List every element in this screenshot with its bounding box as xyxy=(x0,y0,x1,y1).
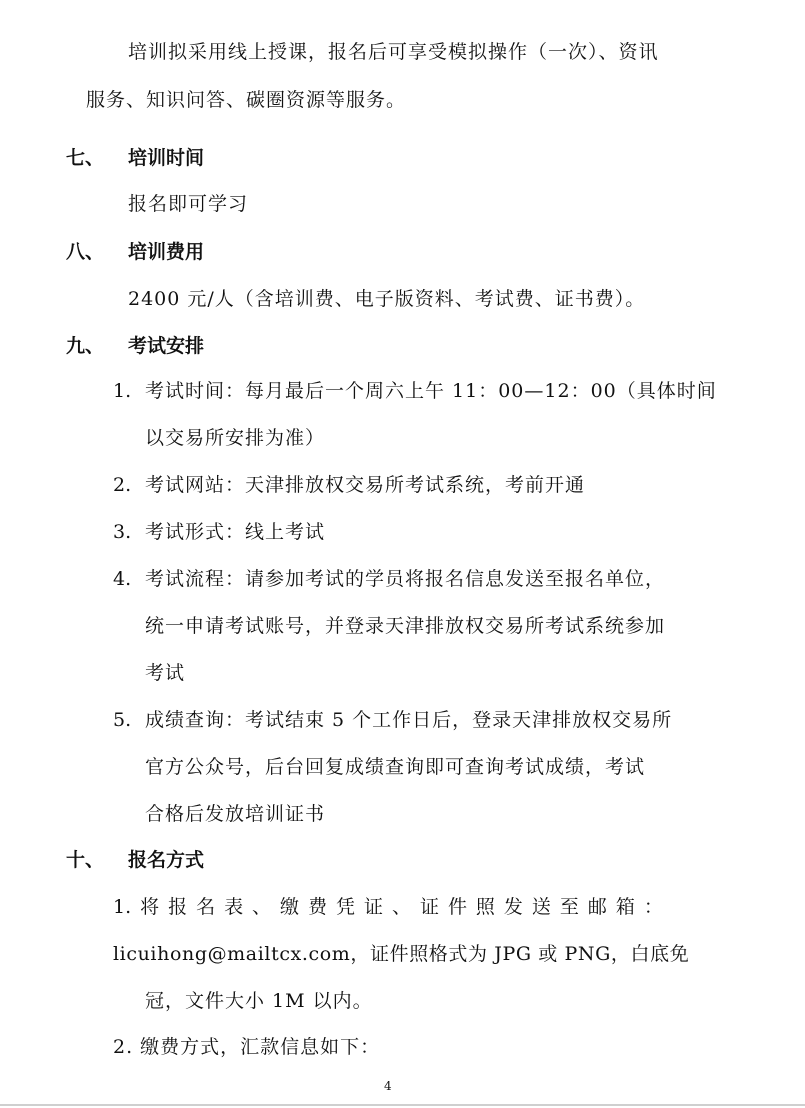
exam-item-2-number: 2. xyxy=(113,474,132,496)
exam-item-4-line-2: 统一申请考试账号，并登录天津排放权交易所考试系统参加 xyxy=(145,615,666,637)
exam-item-4-line-1: 考试流程：请参加考试的学员将报名信息发送至报名单位， xyxy=(145,568,666,590)
page-number: 4 xyxy=(384,1079,392,1093)
exam-item-3-number: 3. xyxy=(113,521,132,543)
intro-line-1: 培训拟采用线上授课，报名后可享受模拟操作（一次）、资讯 xyxy=(128,41,659,63)
reg-char: 、 xyxy=(391,896,411,918)
reg-char: 凭 xyxy=(336,896,356,918)
section-7-title: 培训时间 xyxy=(128,147,205,169)
exam-item-1-line-2: 以交易所安排为准） xyxy=(145,427,326,449)
reg-char: 邮 xyxy=(587,896,607,918)
intro-line-2: 服务、知识问答、碳圈资源等服务。 xyxy=(86,89,407,111)
exam-item-5-line-1: 成绩查询：考试结束 5 个工作日后，登录天津排放权交易所 xyxy=(145,709,673,731)
exam-item-1-line-1: 考试时间：每月最后一个周六上午 11：00—12：00（具体时间 xyxy=(145,380,717,402)
section-9-number: 九、 xyxy=(66,335,105,357)
reg-char: 缴 xyxy=(280,896,300,918)
section-9-title: 考试安排 xyxy=(128,335,205,357)
reg-char: 至 xyxy=(559,896,579,918)
section-10-number: 十、 xyxy=(66,849,105,871)
section-7-number: 七、 xyxy=(66,147,105,169)
reg-char: 1. xyxy=(113,896,132,918)
reg-char: 送 xyxy=(531,896,551,918)
exam-item-5-line-2: 官方公众号，后台回复成绩查询即可查询考试成绩，考试 xyxy=(145,756,646,778)
section-8-number: 八、 xyxy=(66,241,105,263)
reg-char: 表 xyxy=(224,896,244,918)
reg-char: 将 xyxy=(140,896,160,918)
section-10-title: 报名方式 xyxy=(128,849,205,871)
reg-char: ： xyxy=(643,896,663,918)
exam-item-5-line-3: 合格后发放培训证书 xyxy=(145,803,326,825)
reg-char: 发 xyxy=(503,896,523,918)
reg-char: 箱 xyxy=(615,896,635,918)
exam-item-4-line-3: 考试 xyxy=(145,662,186,684)
reg-char: 名 xyxy=(196,896,216,918)
section-8-body: 2400 元/人（含培训费、电子版资料、考试费、证书费）。 xyxy=(128,288,646,310)
section-7-body: 报名即可学习 xyxy=(128,193,249,215)
exam-item-3-line-1: 考试形式：线上考试 xyxy=(145,521,326,543)
registration-item-1-line-1 xyxy=(113,893,663,921)
section-8-title: 培训费用 xyxy=(128,241,205,263)
registration-item-1-line-3: 冠，文件大小 1M 以内。 xyxy=(145,990,373,1012)
exam-item-1-number: 1. xyxy=(113,380,132,402)
exam-item-5-number: 5. xyxy=(113,709,132,731)
reg-char: 费 xyxy=(308,896,328,918)
registration-item-1-line-2: licuihong@mailtcx.com，证件照格式为 JPG 或 PNG，白底免 xyxy=(113,943,690,965)
reg-char: 件 xyxy=(447,896,467,918)
registration-item-2: 2. 缴费方式，汇款信息如下： xyxy=(113,1036,381,1058)
reg-char: 照 xyxy=(475,896,495,918)
exam-item-4-number: 4. xyxy=(113,568,132,590)
exam-item-2-line-1: 考试网站：天津排放权交易所考试系统，考前开通 xyxy=(145,474,586,496)
reg-char: 报 xyxy=(168,896,188,918)
reg-char: 证 xyxy=(419,896,439,918)
reg-char: 、 xyxy=(252,896,272,918)
reg-char: 证 xyxy=(363,896,383,918)
page-bottom-divider xyxy=(0,1104,805,1106)
